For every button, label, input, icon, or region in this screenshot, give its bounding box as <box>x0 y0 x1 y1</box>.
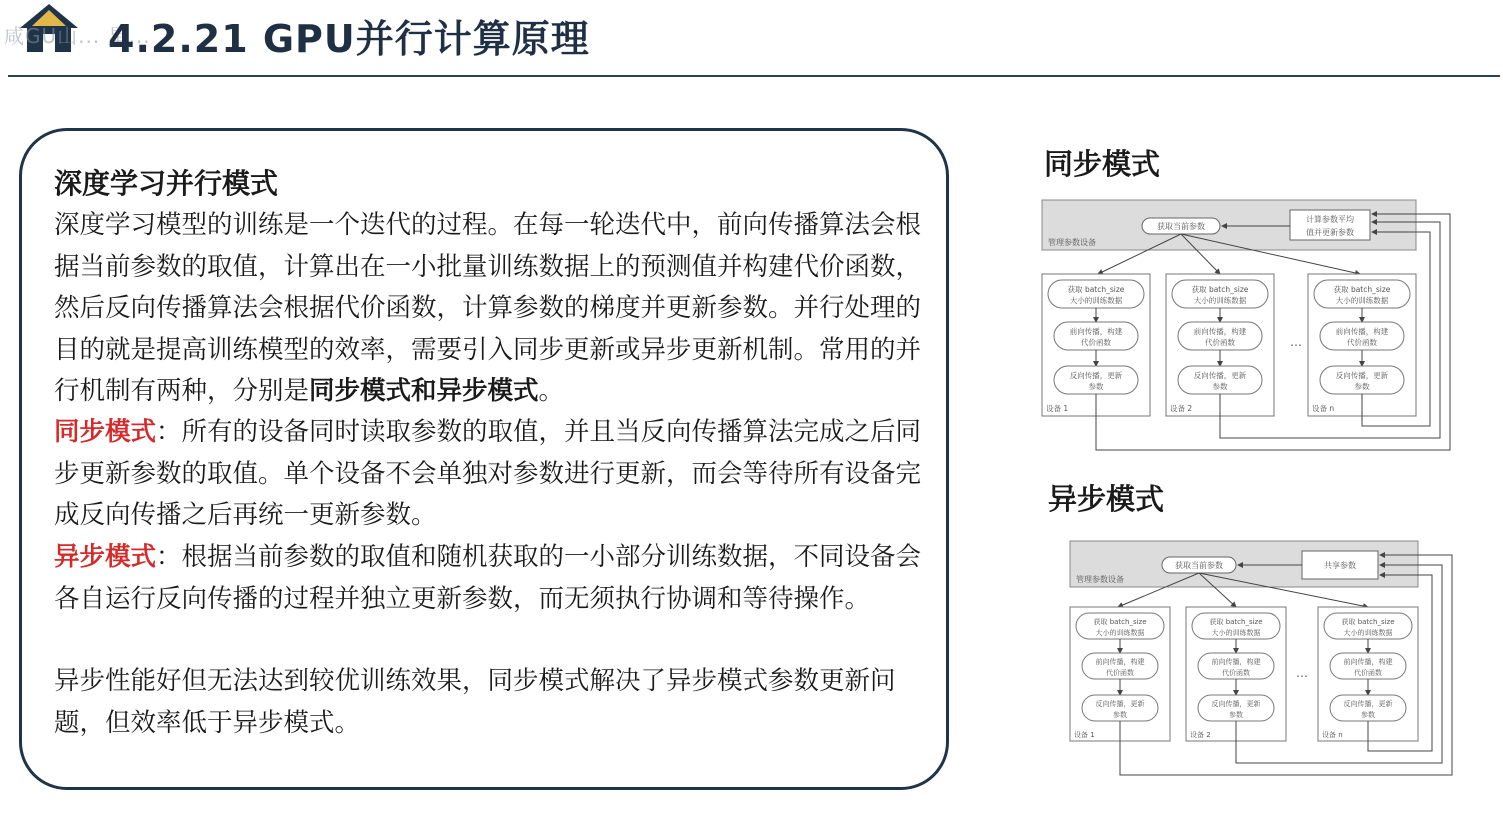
update-params-line1: 计算参数平均 <box>1306 215 1354 224</box>
async-paragraph <box>54 537 934 620</box>
page-title: 4.2.21 GPU并行计算原理 <box>108 17 590 61</box>
device-1-label: 设备 1 <box>1074 731 1095 739</box>
svg-text:获取 batch_size: 获取 batch_size <box>1341 618 1395 626</box>
intro-bold-modes: 同步模式和异步模式 <box>309 376 539 406</box>
svg-text:反向传播，更新: 反向传播，更新 <box>1211 700 1261 708</box>
svg-text:代价函数: 代价函数 <box>1347 338 1377 347</box>
svg-text:获取 batch_size: 获取 batch_size <box>1209 618 1263 626</box>
svg-text:代价函数: 代价函数 <box>1205 338 1235 347</box>
device-2-label: 设备 2 <box>1190 731 1211 739</box>
update-params-line2: 值并更新参数 <box>1306 228 1354 237</box>
intro-text: 深度学习模型的训练是一个迭代的过程。在每一轮迭代中，前向传播算法会根据当前参数的取值，计算出在一小批量训练数据上的预测值并构建代价函数，然后反向传播算法会根据代价函数，计算参数的梯度并更新参数。并行处理的目的就是提高训练模型的效率，需要引入同步更新或异步更新机制。常用的并行机制有两种，分别是 <box>54 210 922 406</box>
svg-text:参数: 参数 <box>1354 382 1370 391</box>
sync-diagram <box>1038 196 1456 454</box>
summary-paragraph: 异步性能好但无法达到较优训练效果，同步模式解决了异步模式参数更新问题，但效率低于异步模式。 <box>54 666 896 738</box>
svg-text:大小的训练数据: 大小的训练数据 <box>1193 296 1247 305</box>
svg-text:大小的训练数据: 大小的训练数据 <box>1069 296 1123 305</box>
device-n-label: 设备 n <box>1312 404 1335 413</box>
svg-text:反向传播，更新: 反向传播，更新 <box>1193 371 1247 380</box>
svg-text:前向传播，构建: 前向传播，构建 <box>1069 327 1123 336</box>
svg-text:大小的训练数据: 大小的训练数据 <box>1095 629 1145 637</box>
shared-params-text: 共享参数 <box>1324 561 1356 570</box>
sync-diagram-label: 同步模式 <box>1044 147 1161 181</box>
svg-text:获取 batch_size: 获取 batch_size <box>1191 285 1249 294</box>
async-description: ：根据当前参数的取值和随机获取的一小部分训练数据，不同设备会各自运行反向传播的过程并独立更新参数，而无须执行协调和等待操作。 <box>54 542 922 614</box>
svg-text:前向传播，构建: 前向传播，构建 <box>1211 658 1261 666</box>
sync-term: 同步模式 <box>54 417 157 447</box>
svg-text:前向传播，构建: 前向传播，构建 <box>1193 327 1247 336</box>
sync-description: ：所有的设备同时读取参数的取值，并且当反向传播算法完成之后同步更新参数的取值。单个设备不会单独对参数进行更新，而会等待所有设备完成反向传播之后再统一更新参数。 <box>54 417 922 530</box>
svg-text:代价函数: 代价函数 <box>1354 669 1382 677</box>
async-term: 异步模式 <box>54 542 157 572</box>
device-n-label: 设备 n <box>1322 731 1343 739</box>
panel-heading: 深度学习并行模式 <box>54 167 279 200</box>
svg-text:代价函数: 代价函数 <box>1106 669 1134 677</box>
svg-text:参数: 参数 <box>1113 711 1127 719</box>
svg-text:前向传播，构建: 前向传播，构建 <box>1335 327 1389 336</box>
svg-text:获取 batch_size: 获取 batch_size <box>1333 285 1391 294</box>
sync-paragraph <box>54 412 934 537</box>
param-server-label: 管理参数设备 <box>1076 575 1124 584</box>
svg-text:前向传播，构建: 前向传播，构建 <box>1343 658 1393 666</box>
device-2-label: 设备 2 <box>1170 404 1193 413</box>
get-params-text: 获取当前参数 <box>1175 561 1223 570</box>
svg-text:代价函数: 代价函数 <box>1222 669 1250 677</box>
svg-text:大小的训练数据: 大小的训练数据 <box>1211 629 1261 637</box>
svg-text:参数: 参数 <box>1229 711 1243 719</box>
param-server-label: 管理参数设备 <box>1048 238 1096 247</box>
async-diagram <box>1066 537 1458 779</box>
device-1-label: 设备 1 <box>1046 404 1069 413</box>
svg-text:代价函数: 代价函数 <box>1081 338 1111 347</box>
device-ellipsis: … <box>1290 335 1302 349</box>
svg-text:参数: 参数 <box>1212 382 1228 391</box>
get-params-text: 获取当前参数 <box>1157 222 1205 231</box>
svg-text:获取 batch_size: 获取 batch_size <box>1067 285 1125 294</box>
svg-text:反向传播，更新: 反向传播，更新 <box>1335 371 1389 380</box>
async-diagram-label: 异步模式 <box>1048 482 1165 516</box>
svg-text:参数: 参数 <box>1088 382 1104 391</box>
svg-text:参数: 参数 <box>1361 711 1375 719</box>
svg-text:大小的训练数据: 大小的训练数据 <box>1335 296 1389 305</box>
svg-text:获取 batch_size: 获取 batch_size <box>1093 618 1147 626</box>
intro-paragraph <box>54 205 934 413</box>
svg-text:反向传播，更新: 反向传播，更新 <box>1343 700 1393 708</box>
device-ellipsis: … <box>1296 666 1308 680</box>
svg-text:大小的训练数据: 大小的训练数据 <box>1343 629 1393 637</box>
title-divider <box>8 75 1500 77</box>
svg-text:反向传播，更新: 反向传播，更新 <box>1095 700 1145 708</box>
watermark-text: 咸GU山... 星... <box>4 24 151 48</box>
svg-text:前向传播，构建: 前向传播，构建 <box>1095 658 1145 666</box>
intro-end: 。 <box>538 376 565 406</box>
svg-text:反向传播，更新: 反向传播，更新 <box>1069 371 1123 380</box>
